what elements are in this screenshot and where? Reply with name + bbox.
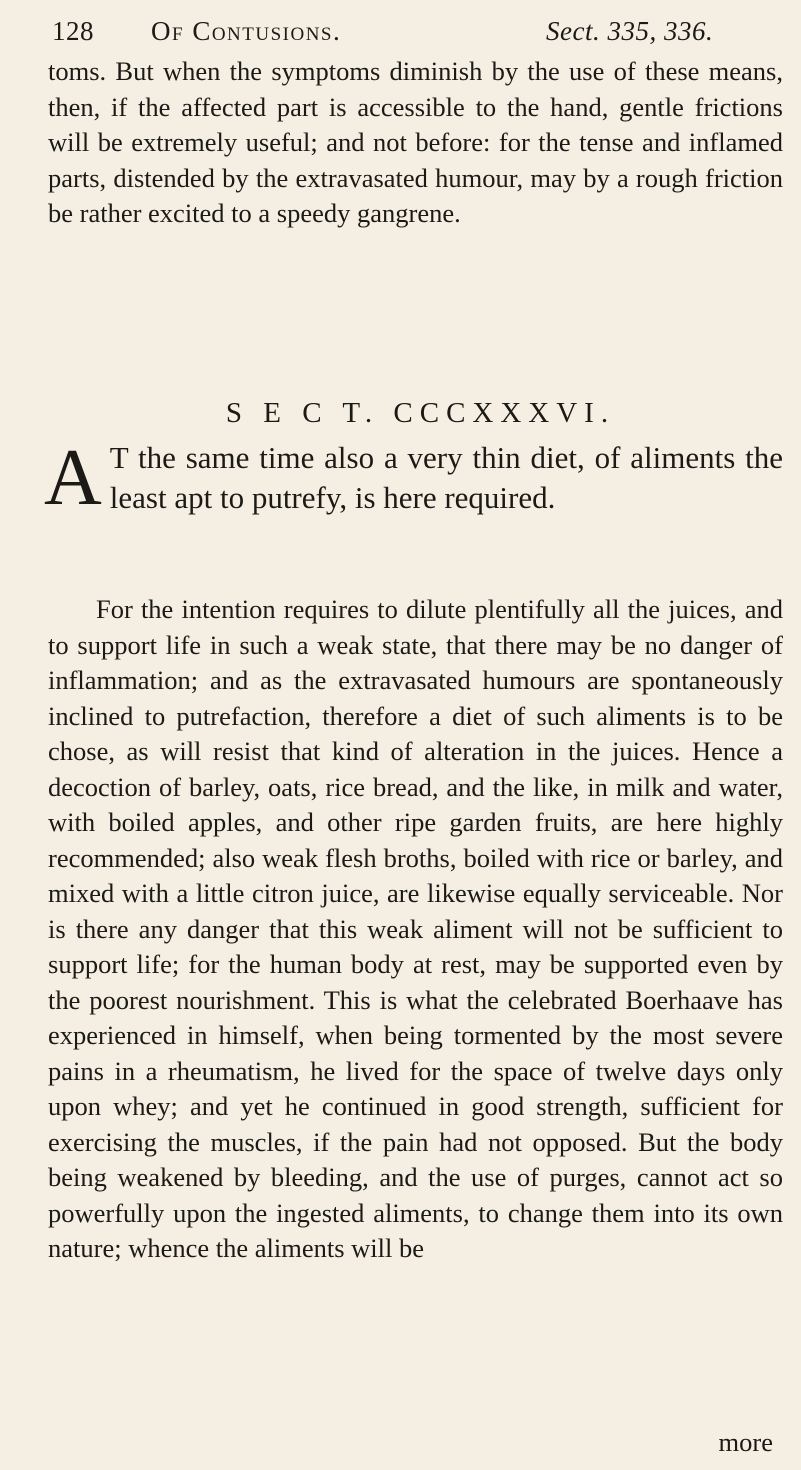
running-title: Of Contusions. [151, 16, 342, 46]
commentary [48, 592, 783, 1267]
catchword: more [718, 1427, 773, 1457]
section-reference: Sect. 335, 336. [546, 16, 714, 46]
commentary-text: For the intention requires to dilute plentifully all the juices, and to support life in such a weak state, that there may be no danger of inflammation; and as the extravasated humours are spontaneously inclined to putrefaction, therefore a diet of such aliments is to be chose, as will resist that kind of alteration in the juices. Hence a decoction of barley, oats, rice bread, and the like, in milk and water, with boiled apples, and other ripe garden fruits, are here highly recommended; also weak flesh broths, boiled with rice or barley, and mixed with a little citron juice, are likewise equally serviceable. Nor is there any danger that this weak aliment will not be sufficient to support life; for the human body at rest, may be supported even by the poorest nourishment. This is what the celebrated Boerhaave has experienced in himself, when being tormented by the most severe pains in a rheumatism, he lived for the space of twelve days only upon whey; and yet he continued in good strength, sufficient for exercising the muscles, if the pain had not opposed. But the body being weakened by bleeding, and the use of purges, cannot act so powerfully upon the ingested aliments, to change them into its own nature; whence the aliments will be [48, 594, 783, 1263]
page-number: 128 [52, 16, 94, 46]
section-heading: S E C T. CCCXXXVI. [225, 397, 616, 429]
continued-paragraph [48, 54, 783, 232]
drop-cap: A [44, 434, 102, 522]
continued-paragraph-text: toms. But when the symptoms diminish by the use of these means, then, if the affected part is accessible to the hand, gentle frictions will be extremely useful; and not before: for the tense and inflamed parts, distended by the extravasated humour, may by a rough friction be rather excited to a speedy gangrene. [48, 56, 783, 228]
aphorism-text: T the same time also a very thin diet, of aliments the least apt to putrefy, is here required. [109, 440, 783, 515]
running-head [52, 14, 781, 48]
aphorism [44, 434, 783, 522]
